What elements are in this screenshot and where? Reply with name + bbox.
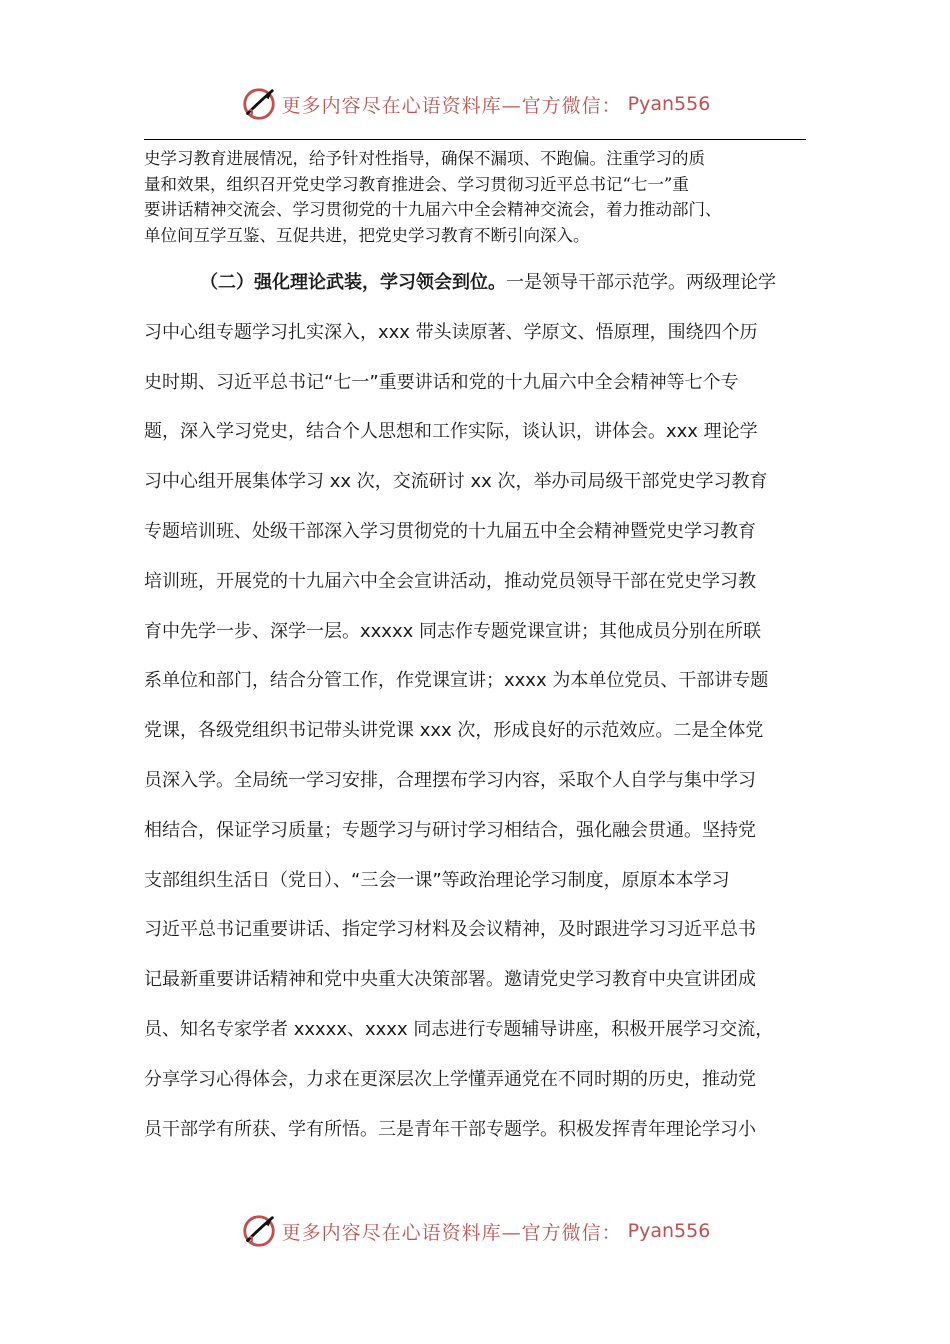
text-line: 习中心组专题学习扎实深入，xxx 带头读原著、学原文、悟原理，围绕四个历 (144, 321, 758, 343)
text-line: 育中先学一步、深学一层。xxxxx 同志作专题党课宣讲；其他成员分别在所联 (144, 620, 761, 642)
section-heading: （二）强化理论武装，学习领会到位。 (200, 272, 506, 293)
footer-account: Pyan556 (627, 1220, 711, 1242)
pen-writing-logo-icon (240, 85, 278, 123)
text-run: 一是领导干部示范学。两级理论学 (506, 272, 776, 293)
text-line: 分享学习心得体会，力求在更深层次上学懂弄通党在不同时期的历史，推动党 (144, 1068, 756, 1090)
text-line: 培训班，开展党的十九届六中全会宣讲活动，推动党员领导干部在党史学习教 (144, 570, 756, 592)
text-line: 习中心组开展集体学习 xx 次，交流研讨 xx 次，举办司局级干部党史学习教育 (144, 471, 768, 493)
paragraph-continuation (144, 146, 806, 248)
text-line (144, 258, 814, 308)
paragraph-theory-study (144, 258, 814, 1154)
pen-writing-logo-icon (240, 1212, 278, 1250)
text-line: 要讲话精神交流会、学习贯彻党的十九届六中全会精神交流会，着力推动部门、 (144, 200, 722, 219)
text-line: 员深入学。全局统一学习安排，合理摆布学习内容，采取个人自学与集中学习 (144, 769, 756, 791)
text-line: 单位间互学互鉴、互促共进，把党史学习教育不断引向深入。 (144, 225, 590, 245)
text-line: 专题培训班、处级干部深入学习贯彻党的十九届五中全会精神暨党史学习教育 (144, 520, 756, 542)
text-line: 员、知名专家学者 xxxxx、xxxx 同志进行专题辅导讲座，积极开展学习交流， (144, 1018, 774, 1040)
text-line: 记最新重要讲话精神和党中央重大决策部署。邀请党史学习教育中央宣讲团成 (144, 969, 756, 991)
text-line: 量和效果，组织召开党史学习教育推进会、学习贯彻习近平总书记“七一”重 (144, 174, 689, 194)
text-line: 员干部学有所获、学有所悟。三是青年干部专题学。积极发挥青年理论学习小 (144, 1118, 756, 1140)
header-rule (144, 139, 806, 140)
footer-brand-text: 更多内容尽在心语资料库—官方微信： (281, 1221, 622, 1244)
text-line: 相结合，保证学习质量；专题学习与研讨学习相结合，强化融会贯通。坚持党 (144, 819, 756, 841)
header-banner (0, 82, 950, 126)
header-brand-text: 更多内容尽在心语资料库—官方微信： (281, 94, 622, 117)
header-account: Pyan556 (627, 93, 711, 115)
text-line: 习近平总书记重要讲话、指定学习材料及会议精神，及时跟进学习习近平总书 (144, 919, 756, 941)
footer-banner (0, 1209, 950, 1253)
text-line: 党课，各级党组织书记带头讲党课 xxx 次，形成良好的示范效应。二是全体党 (144, 720, 764, 742)
text-line: 史学习教育进展情况，给予针对性指导，确保不漏项、不跑偏。注重学习的质 (144, 149, 705, 168)
text-line: 系单位和部门，结合分管工作，作党课宣讲；xxxx 为本单位党员、干部讲专题 (144, 670, 769, 692)
text-line: 史时期、习近平总书记“七一”重要讲话和党的十九届六中全会精神等七个专 (144, 371, 739, 393)
text-line: 题，深入学习党史，结合个人思想和工作实际，谈认识，讲体会。xxx 理论学 (144, 421, 758, 443)
text-line: 支部组织生活日（党日）、“三会一课”等政治理论学习制度，原原本本学习 (144, 869, 730, 891)
